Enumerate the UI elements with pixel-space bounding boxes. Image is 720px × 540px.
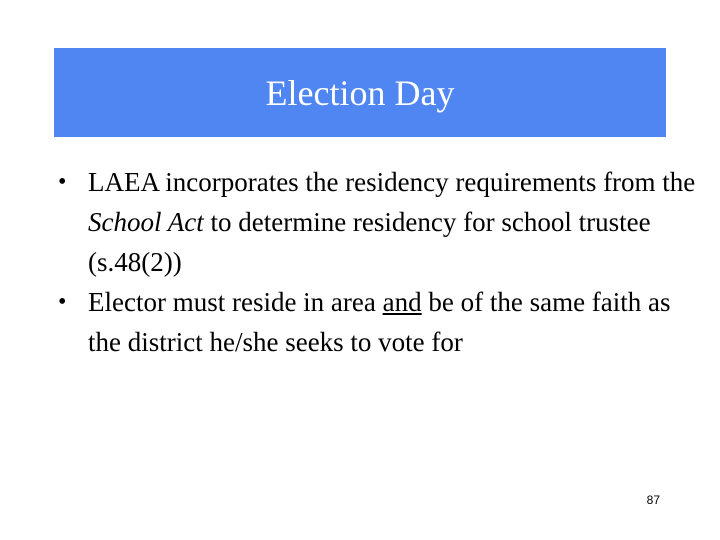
bullet-text: be of the same faith as the district he/she seeks to vote for: [88, 287, 671, 357]
bullet-item-elector: [58, 282, 698, 362]
slide-title: Election Day: [265, 72, 455, 113]
bullet-list: [58, 162, 698, 362]
bullet-text: Elector must reside in area: [88, 287, 383, 317]
bullet-text: LAEA incorporates the residency requirements from the: [88, 167, 696, 197]
bullet-dot-icon: •: [58, 289, 67, 315]
page-number: 87: [646, 493, 660, 507]
bullet-item-residency: [58, 162, 698, 282]
bullet-text: to determine residency for school trustee (s.48(2)): [88, 207, 651, 277]
underlined-word: and: [382, 287, 422, 317]
school-act-reference: School Act: [88, 207, 204, 237]
title-banner: [54, 48, 666, 137]
bullet-dot-icon: •: [58, 169, 67, 195]
